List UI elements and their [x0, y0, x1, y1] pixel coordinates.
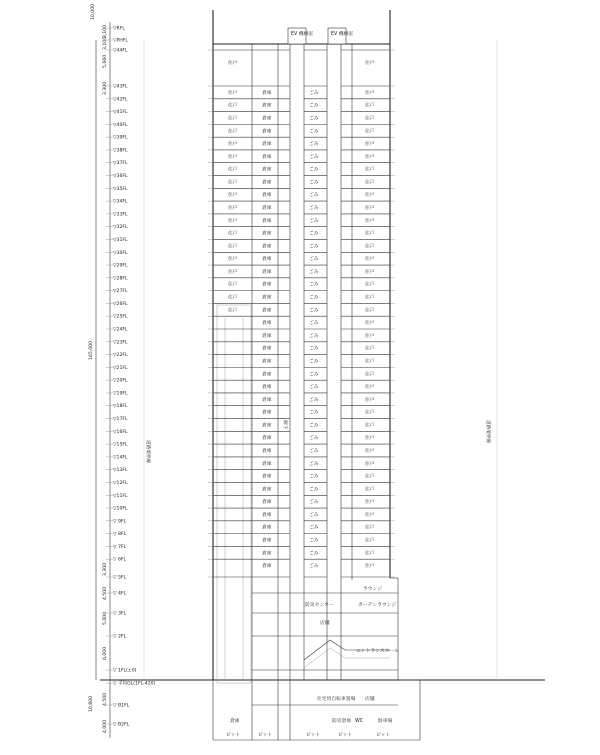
level-label-f22: ▽22FL [113, 353, 128, 359]
garbage-f24: ごみ [309, 333, 319, 339]
level-label-f14: ▽14FL [113, 455, 128, 461]
dwelling-right-f27: 住戸 [365, 295, 375, 301]
dim-b-b: 4,500 [103, 692, 108, 706]
garbage-f34: ごみ [309, 206, 319, 211]
level-label-f38: ▽38FL [113, 148, 128, 154]
dwelling-right-f36: 住戸 [365, 180, 375, 186]
dwelling-right-f16: 住戸 [365, 436, 375, 442]
level-label-f15: ▽15FL [113, 442, 128, 448]
level-label-f44: ▽44FL [113, 48, 128, 54]
level-label-f29: ▽29FL [113, 263, 128, 269]
storage-f27: 倉庫 [262, 295, 272, 301]
ev-machine-left: EV 機械室 [291, 32, 314, 37]
level-label-f3: ▽ 3FL [113, 611, 127, 617]
storage-f22: 倉庫 [262, 359, 272, 365]
storage-f36: 倉庫 [262, 180, 272, 186]
level-label-f7: ▽ 7FL [113, 544, 127, 550]
level-label-f4: ▽ 4FL [113, 591, 127, 597]
dwelling-right-f39: 住戸 [365, 142, 375, 148]
dwelling-left-f34: 住戸 [228, 206, 238, 211]
garbage-f26: ごみ [309, 308, 319, 314]
storage-f34: 倉庫 [262, 206, 272, 211]
level-label-rfl: ▽RFL [113, 26, 125, 32]
storage-f23: 倉庫 [262, 346, 272, 352]
dwelling-left-f40: 住戸 [228, 129, 238, 135]
dwelling-left-f37: 住戸 [228, 167, 238, 173]
dim-floor-a: 5,660 [103, 54, 108, 68]
dwelling-right-f19: 住戸 [365, 397, 375, 403]
level-label-f25: ▽25FL [113, 314, 128, 320]
level-label-f10: ▽10FL [113, 506, 128, 512]
level-label-f30: ▽30FL [113, 250, 128, 256]
pit-1: ピット [226, 733, 241, 738]
atrium-label: エントランスホール [356, 649, 399, 654]
dwelling-left-f38: 住戸 [228, 154, 238, 160]
storage-f30: 倉庫 [262, 257, 272, 263]
level-label-f8: ▽ 8FL [113, 532, 127, 538]
atrium-void [217, 305, 251, 683]
storage-f42: 倉庫 [262, 103, 272, 109]
dwelling-left-f36: 住戸 [228, 180, 238, 186]
dwelling-right-f38: 住戸 [365, 154, 375, 160]
dwelling-left-f41: 住戸 [228, 116, 238, 122]
dim-low-d: 6,000 [103, 646, 108, 660]
dwelling-left-f28: 住戸 [228, 282, 238, 288]
level-label-gl: ▽ 平均GL(1FL-420) [113, 681, 156, 687]
level-label-f26: ▽26FL [113, 301, 128, 307]
pit-5: ピット [376, 733, 391, 738]
dwelling-left-f26: 住戸 [228, 308, 238, 314]
storage-f10: 倉庫 [262, 512, 272, 518]
level-labels [106, 26, 156, 728]
storage-f6: 倉庫 [262, 564, 272, 570]
dim-b-c: 4,000 [103, 719, 108, 733]
storage-f41: 倉庫 [262, 116, 272, 122]
dim-low-c: 5,000 [103, 611, 108, 625]
ramp [304, 640, 390, 668]
level-label-f13: ▽13FL [113, 468, 128, 474]
room-labels [228, 59, 375, 569]
storage-f24: 倉庫 [262, 333, 272, 339]
garbage-f19: ごみ [309, 397, 319, 403]
garbage-f17: ごみ [309, 423, 319, 429]
storage-f8: 倉庫 [262, 538, 272, 544]
dwelling-right-f26: 住戸 [365, 308, 375, 314]
storage-f32: 倉庫 [262, 231, 272, 237]
storage-f19: 倉庫 [262, 397, 272, 403]
storage-f33: 倉庫 [262, 218, 272, 224]
dwelling-right-f18: 住戸 [365, 410, 375, 416]
garbage-f42: ごみ [309, 103, 319, 109]
level-label-f18: ▽18FL [113, 404, 128, 410]
garbage-f8: ごみ [309, 538, 319, 544]
dwelling-right-f30: 住戸 [365, 257, 375, 263]
garbage-f15: ごみ [309, 449, 319, 454]
garbage-f43: ごみ [309, 90, 319, 96]
dwelling-right-f15: 住戸 [365, 449, 375, 454]
level-label-f11: ▽11FL [113, 493, 128, 499]
storage-f31: 倉庫 [262, 244, 272, 250]
level-label-f5: ▽ 5FL [113, 575, 127, 581]
dwelling-left-f29: 住戸 [228, 269, 238, 275]
garbage-f25: ごみ [309, 321, 319, 327]
dwelling-right-f17: 住戸 [365, 423, 375, 429]
warehouse-label: 倉庫 [230, 719, 240, 724]
dim-roof-a: 3,100 [103, 24, 108, 38]
dwelling-right-f25: 住戸 [365, 321, 375, 327]
storage-f11: 倉庫 [262, 500, 272, 506]
garbage-f32: ごみ [309, 231, 319, 237]
road-boundary-left-label: 道路境界線 [145, 440, 150, 463]
garbage-f20: ごみ [309, 385, 319, 391]
disaster-center-label: 防災センター [305, 603, 334, 608]
garbage-f35: ごみ [309, 193, 319, 199]
dwelling-right-f29: 住戸 [365, 269, 375, 275]
wc-label: WC [355, 719, 364, 724]
pit-4: ピット [338, 733, 353, 738]
store-label: 店舗 [365, 697, 375, 702]
dwelling-left-f44: 住戸 [228, 61, 238, 66]
dwelling-right-f13: 住戸 [365, 474, 375, 480]
dwelling-right-f6: 住戸 [365, 564, 375, 570]
lounge-label: ラウンジ [363, 587, 383, 592]
dwelling-left-f27: 住戸 [228, 295, 238, 301]
garbage-f39: ごみ [309, 142, 319, 148]
level-label-b2: ▽ B2FL [113, 722, 130, 728]
dwelling-right-f21: 住戸 [365, 372, 375, 378]
level-label-f37: ▽37FL [113, 161, 128, 167]
level-label-f34: ▽34FL [113, 199, 128, 205]
garbage-f41: ごみ [309, 116, 319, 122]
level-label-f42: ▽42FL [113, 97, 128, 103]
dwelling-left-f39: 住戸 [228, 142, 238, 148]
garbage-f10: ごみ [309, 512, 319, 518]
dwelling-left-f42: 住戸 [228, 103, 238, 109]
pit-2: ピット [258, 733, 273, 738]
dim-low-b: 4,500 [103, 586, 108, 600]
dwelling-right-f37: 住戸 [365, 167, 375, 173]
garbage-f30: ごみ [309, 257, 319, 263]
dwelling-right-f35: 住戸 [365, 193, 375, 199]
garbage-f31: ごみ [309, 244, 319, 250]
dwelling-right-f12: 住戸 [365, 487, 375, 493]
storage-f20: 倉庫 [262, 385, 272, 391]
dwelling-right-f22: 住戸 [365, 359, 375, 365]
bike-storage-label: 住宅用自転車置場 [317, 697, 356, 702]
level-label-f28: ▽28FL [113, 276, 128, 282]
dwelling-right-f32: 住戸 [365, 231, 375, 237]
garbage-f29: ごみ [309, 269, 319, 275]
garbage-f21: ごみ [309, 372, 319, 378]
garbage-f38: ごみ [309, 154, 319, 160]
dwelling-right-f8: 住戸 [365, 538, 375, 544]
level-label-b1: ▽ B1FL [113, 703, 130, 709]
dwelling-left-f32: 住戸 [228, 231, 238, 237]
garbage-f22: ごみ [309, 359, 319, 365]
garbage-f18: ごみ [309, 410, 319, 416]
dim-total: 165,000 [89, 341, 94, 360]
storage-f16: 倉庫 [262, 436, 272, 442]
storage-f39: 倉庫 [262, 142, 272, 148]
storage-f14: 倉庫 [262, 461, 272, 467]
dwelling-right-f33: 住戸 [365, 218, 375, 224]
dwelling-right-f42: 住戸 [365, 103, 375, 109]
dwelling-right-f31: 住戸 [365, 244, 375, 250]
garbage-f40: ごみ [309, 129, 319, 135]
garbage-f7: ごみ [309, 551, 319, 557]
dwelling-left-f43: 住戸 [228, 90, 238, 96]
dwelling-right-f41: 住戸 [365, 116, 375, 122]
level-label-f23: ▽23FL [113, 340, 128, 346]
level-label-f39: ▽39FL [113, 135, 128, 141]
level-label-f27: ▽27FL [113, 289, 128, 295]
dwelling-right-f43: 住戸 [365, 90, 375, 96]
dimension-texts [88, 4, 108, 733]
dwelling-right-f11: 住戸 [365, 500, 375, 506]
dwelling-left-f31: 住戸 [228, 244, 238, 250]
level-label-f43: ▽43FL [113, 84, 128, 90]
level-label-f6: ▽ 6FL [113, 557, 127, 563]
garbage-f14: ごみ [309, 461, 319, 467]
dwelling-right-f23: 住戸 [365, 346, 375, 352]
dim-roof-b: 3,100 [103, 36, 108, 50]
parking-label: 駐車場 [378, 719, 393, 724]
dwelling-right-f44: 住戸 [365, 61, 375, 66]
level-label-f12: ▽12FL [113, 480, 128, 486]
garbage-f33: ごみ [309, 218, 319, 224]
storage-f13: 倉庫 [262, 474, 272, 480]
dwelling-left-f33: 住戸 [228, 218, 238, 224]
level-label-f31: ▽31FL [113, 237, 128, 243]
level-label-f1: ▽ 1FL(±0) [113, 668, 137, 674]
storage-f7: 倉庫 [262, 551, 272, 557]
storage-f18: 倉庫 [262, 410, 272, 416]
dim-typical: 3,300 [103, 81, 108, 95]
level-label-f21: ▽21FL [113, 365, 128, 371]
storage-f38: 倉庫 [262, 154, 272, 160]
level-label-f9: ▽ 9FL [113, 519, 127, 525]
storage-f21: 倉庫 [262, 372, 272, 378]
level-label-f20: ▽20FL [113, 378, 128, 384]
garbage-f27: ごみ [309, 295, 319, 301]
dwelling-left-f30: 住戸 [228, 257, 238, 263]
corridor-label: 廊下 [282, 420, 287, 430]
garbage-f12: ごみ [309, 487, 319, 493]
level-label-f16: ▽16FL [113, 429, 128, 435]
road-boundary-right-label: 道路境界線 [485, 420, 490, 443]
storage-f12: 倉庫 [262, 487, 272, 493]
level-label-f36: ▽36FL [113, 174, 128, 180]
storage-f17: 倉庫 [262, 423, 272, 429]
garbage-f16: ごみ [309, 436, 319, 442]
garbage-f28: ごみ [309, 282, 319, 288]
dim-low-a: 3,300 [103, 562, 108, 576]
dwelling-right-f28: 住戸 [365, 282, 375, 288]
level-label-f33: ▽33FL [113, 212, 128, 218]
level-label-f35: ▽35FL [113, 186, 128, 192]
dim-b-a: 10,800 [89, 695, 94, 712]
dwelling-right-f24: 住戸 [365, 333, 375, 339]
garbage-f9: ごみ [309, 525, 319, 531]
storage-f37: 倉庫 [262, 167, 272, 173]
level-label-f32: ▽32FL [113, 225, 128, 231]
level-label-f19: ▽19FL [113, 391, 128, 397]
storage-f15: 倉庫 [262, 449, 272, 454]
garbage-f36: ごみ [309, 180, 319, 186]
shop-upper-label: 店舗 [320, 621, 330, 626]
ev-machine-right: EV 機械室 [331, 32, 354, 37]
management-label: 防災倉庫 [332, 719, 352, 724]
level-label-f41: ▽41FL [113, 110, 128, 116]
garden-lounge-label: ガーデンラウンジ [358, 603, 397, 608]
level-label-f40: ▽40FL [113, 122, 128, 128]
garbage-f6: ごみ [309, 564, 319, 570]
dwelling-left-f35: 住戸 [228, 193, 238, 199]
storage-f26: 倉庫 [262, 308, 272, 314]
storage-f9: 倉庫 [262, 525, 272, 531]
level-label-f24: ▽24FL [113, 327, 128, 333]
garbage-f13: ごみ [309, 474, 319, 480]
dwelling-right-f7: 住戸 [365, 551, 375, 557]
dim-top: 10,000 [91, 3, 96, 20]
level-label-f2: ▽ 2FL [113, 634, 127, 640]
dwelling-right-f9: 住戸 [365, 525, 375, 531]
pit-3: ピット [306, 733, 321, 738]
storage-f40: 倉庫 [262, 129, 272, 135]
dwelling-right-f10: 住戸 [365, 512, 375, 518]
storage-f25: 倉庫 [262, 321, 272, 327]
dwelling-right-f14: 住戸 [365, 461, 375, 467]
dwelling-right-f20: 住戸 [365, 385, 375, 391]
dwelling-right-f40: 住戸 [365, 129, 375, 135]
storage-f29: 倉庫 [262, 269, 272, 275]
garbage-f11: ごみ [309, 500, 319, 506]
dwelling-right-f34: 住戸 [365, 206, 375, 211]
storage-f28: 倉庫 [262, 282, 272, 288]
garbage-f37: ごみ [309, 167, 319, 173]
level-label-phfl: ▽PHFL [113, 38, 128, 44]
storage-f35: 倉庫 [262, 193, 272, 199]
garbage-f23: ごみ [309, 346, 319, 352]
level-label-f17: ▽17FL [113, 417, 128, 423]
storage-f43: 倉庫 [262, 90, 272, 96]
